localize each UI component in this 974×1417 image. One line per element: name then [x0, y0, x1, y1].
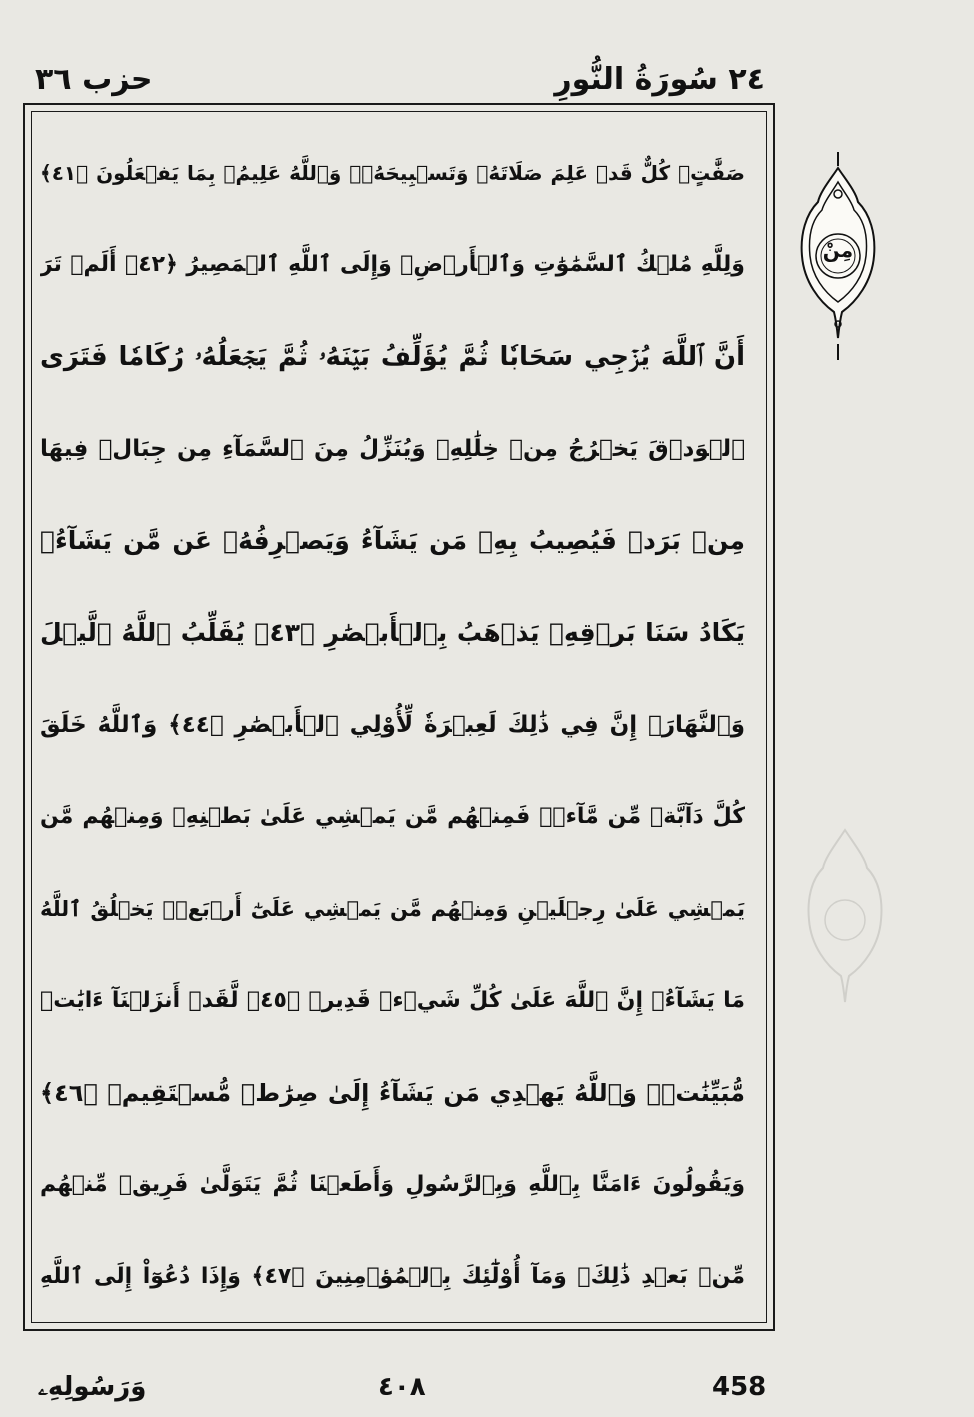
- ornament-icon: [805, 820, 885, 1010]
- catchword: وَرَسُولِهِۦ: [38, 1372, 147, 1402]
- quran-text-block: [40, 133, 745, 1325]
- text-line: مُّبَيِّنَٰتٖۚ وَٱللَّهُ يَهۡدِي مَن يَشَآءُ إِلَىٰ صِرَٰطٖ مُّسۡتَقِيمٖ ﴿٤٦﴾: [40, 1079, 745, 1107]
- hizb-label: حزب ٣٦: [35, 62, 153, 97]
- text-line: ٱلۡوَدۡقَ يَخۡرُجُ مِنۡ خِلَٰلِهِۦ وَيُنَزِّلُ مِنَ ٱلسَّمَآءِ مِن جِبَالٖ فِيهَا: [40, 436, 745, 462]
- hizb-quarter-marker: [798, 152, 878, 362]
- text-line: صَفَّٰتٍۖ كُلٌّ قَدۡ عَلِمَ صَلَاتَهُۥ وَتَسۡبِيحَهُۥۗ وَٱللَّهُ عَلِيمُۢ بِمَا يَفۡعَلُونَ ﴿٤١﴾: [40, 161, 745, 185]
- text-line: مِّنۢ بَعۡدِ ذَٰلِكَۚ وَمَآ أُوْلَٰٓئِكَ بِٱلۡمُؤۡمِنِينَ ﴿٤٧﴾ وَإِذَا دُعُوٓاْ إِلَى ٱللَّهِ: [40, 1264, 745, 1289]
- text-line: يَكَادُ سَنَا بَرۡقِهِۦ يَذۡهَبُ بِٱلۡأَبۡصَٰرِ ﴿٤٣﴾ يُقَلِّبُ ٱللَّهُ ٱلَّيۡلَ: [40, 618, 745, 647]
- marker-label: مِنْ: [822, 238, 854, 262]
- page-number-arabic: ٤٠٨: [378, 1372, 426, 1402]
- text-line: يَمۡشِي عَلَىٰ رِجۡلَيۡنِ وَمِنۡهُم مَّن يَمۡشِي عَلَىٰٓ أَرۡبَعٖۚ يَخۡلُقُ ٱللَّهُ: [40, 897, 745, 921]
- text-line: مِنۢ بَرَدٖ فَيُصِيبُ بِهِۦ مَن يَشَآءُ وَيَصۡرِفُهُۥ عَن مَّن يَشَآءُۖ: [40, 526, 745, 555]
- bleed-through-ornament: [805, 820, 885, 1010]
- text-line: وَٱلنَّهَارَۚ إِنَّ فِي ذَٰلِكَ لَعِبۡرَةٗ لِّأُوْلِي ٱلۡأَبۡصَٰرِ ﴿٤٤﴾ وَٱللَّهُ خَلَقَ: [40, 712, 745, 738]
- text-line: وَلِلَّهِ مُلۡكُ ٱلسَّمَٰوَٰتِ وَٱلۡأَرۡضِۖ وَإِلَى ٱللَّهِ ٱلۡمَصِيرُ ﴿٤٢﴾ أَلَمۡ تَرَ: [40, 252, 745, 277]
- page-number-western: 458: [712, 1372, 767, 1402]
- text-line: كُلَّ دَآبَّةٖ مِّن مَّآءٖۖ فَمِنۡهُم مَّن يَمۡشِي عَلَىٰ بَطۡنِهِۦ وَمِنۡهُم مَّن: [40, 804, 745, 829]
- page-header: [35, 50, 765, 110]
- text-line: أَنَّ ٱللَّهَ يُزۡجِي سَحَابٗا ثُمَّ يُؤَلِّفُ بَيۡنَهُۥ ثُمَّ يَجۡعَلُهُۥ رُكَامٗا فَتَرَى: [40, 342, 745, 372]
- text-line: وَيَقُولُونَ ءَامَنَّا بِٱللَّهِ وَبِٱلرَّسُولِ وَأَطَعۡنَا ثُمَّ يَتَوَلَّىٰ فَرِيقٞ مِّنۡهُم: [40, 1172, 745, 1197]
- text-line: مَا يَشَآءُۚ إِنَّ ٱللَّهَ عَلَىٰ كُلِّ شَيۡءٖ قَدِيرٞ ﴿٤٥﴾ لَّقَدۡ أَنزَلۡنَآ ءَايَٰتٖ: [40, 988, 745, 1013]
- surah-title: ٢٤ سُورَةُ النُّورِ: [554, 62, 765, 97]
